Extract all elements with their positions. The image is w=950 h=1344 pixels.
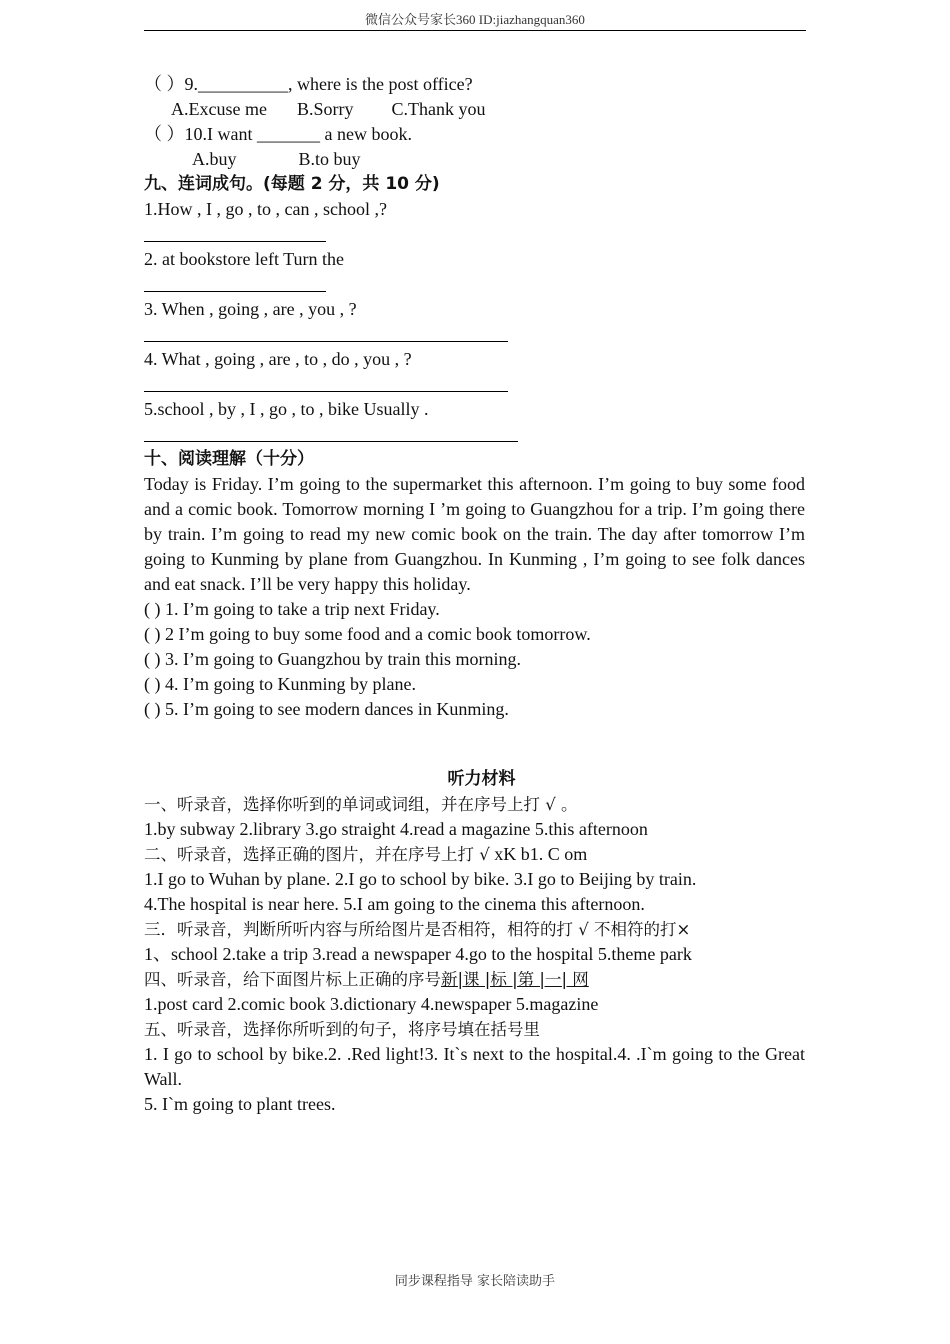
answer-line[interactable] (144, 422, 805, 447)
question-9-stem: （ ）9.__________, where is the post office? (144, 74, 473, 94)
reorder-item-4: 4. What , going , are , to , do , you , ? (144, 349, 412, 369)
answer-line[interactable] (144, 322, 805, 347)
page-header (144, 10, 806, 31)
listening-part-2-script-2: 4.The hospital is near here. 5.I am going to the cinema this afternoon. (144, 894, 645, 914)
section-10-title: 十、阅读理解（十分） (144, 449, 314, 469)
option-c: C.Thank you (391, 99, 486, 119)
reading-question-5: ( ) 5. I’m going to see modern dances in Kunming. (144, 699, 509, 719)
footer-text: 同步课程指导 家长陪读助手 (394, 1274, 556, 1289)
reading-question-1: ( ) 1. I’m going to take a trip next Friday. (144, 599, 440, 619)
listening-part-2-script-1: 1.I go to Wuhan by plane. 2.I go to school by bike. 3.I go to Beijing by train. (144, 869, 697, 889)
answer-line[interactable] (144, 222, 805, 247)
listening-title: 听力材料 (447, 769, 516, 789)
reading-passage: Today is Friday. I’m going to the supermarket this afternoon. I’m going to buy some food and a comic book. Tomorrow morning I ’m going to Guangzhou for a trip. I’m going there by train. I’m going to read my new comic book on the train. The day after tomorrow I’m going to Kunming by plane from Guangzhou. In Kunming , I’m going to see folk dances and eat snack. I’ll be very happy this holiday. (144, 474, 805, 594)
listening-part-5-script-1: 1. I go to school by bike.2. .Red light!3. It`s next to the hospital.4. .I`m going to the Great Wall. (144, 1044, 805, 1089)
page-footer (0, 1270, 950, 1289)
listening-part-2-heading: 二、听录音，选择正确的图片，并在序号上打 √ xK b1. C om (144, 844, 588, 864)
reorder-item-3: 3. When , going , are , you , ? (144, 299, 357, 319)
option-b: B.Sorry (296, 99, 354, 119)
header-text: 微信公众号家长360 ID:jiazhangquan360 (365, 12, 585, 27)
question-9-options (144, 97, 805, 122)
answer-line[interactable] (144, 272, 805, 297)
listening-part-5-script-2: 5. I`m going to plant trees. (144, 1094, 336, 1114)
section-9-title: 九、连词成句。(每题 2 分，共 10 分) (144, 174, 440, 194)
option-a: A.buy (192, 149, 237, 169)
listening-part-4-script: 1.post card 2.comic book 3.dictionary 4.newspaper 5.magazine (144, 994, 599, 1014)
reorder-item-5: 5.school , by , I , go , to , bike Usually . (144, 399, 429, 419)
listening-part-1-heading: 一、听录音，选择你听到的单词或词组，并在序号上打 √ 。 (144, 795, 578, 814)
listening-part-5-heading: 五、听录音，选择你所听到的句子，将序号填在括号里 (144, 1020, 540, 1039)
option-a: A.Excuse me (171, 99, 267, 119)
question-10-options (144, 147, 805, 172)
listening-part-3-heading: 三．听录音，判断所听内容与所给图片是否相符，相符的打 √ 不相符的打× (144, 920, 691, 939)
site-link[interactable]: 新|课 |标 |第 |一| 网 (441, 970, 589, 989)
reading-question-4: ( ) 4. I’m going to Kunming by plane. (144, 674, 416, 694)
reorder-item-1: 1.How , I , go , to , can , school ,? (144, 199, 387, 219)
reorder-item-2: 2. at bookstore left Turn the (144, 249, 344, 269)
option-b: B.to buy (298, 149, 361, 169)
document-body (144, 72, 805, 1117)
listening-part-3-script: 1、school 2.take a trip 3.read a newspaper 4.go to the hospital 5.theme park (144, 944, 692, 964)
reading-question-3: ( ) 3. I’m going to Guangzhou by train this morning. (144, 649, 521, 669)
answer-line[interactable] (144, 372, 805, 397)
question-10-stem: （ ）10.I want _______ a new book. (144, 124, 412, 144)
reading-question-2: ( ) 2 I’m going to buy some food and a comic book tomorrow. (144, 624, 591, 644)
listening-part-1-script: 1.by subway 2.library 3.go straight 4.read a magazine 5.this afternoon (144, 819, 648, 839)
listening-part-4-heading: 四、听录音，给下面图片标上正确的序号新|课 |标 |第 |一| 网 (144, 970, 589, 989)
